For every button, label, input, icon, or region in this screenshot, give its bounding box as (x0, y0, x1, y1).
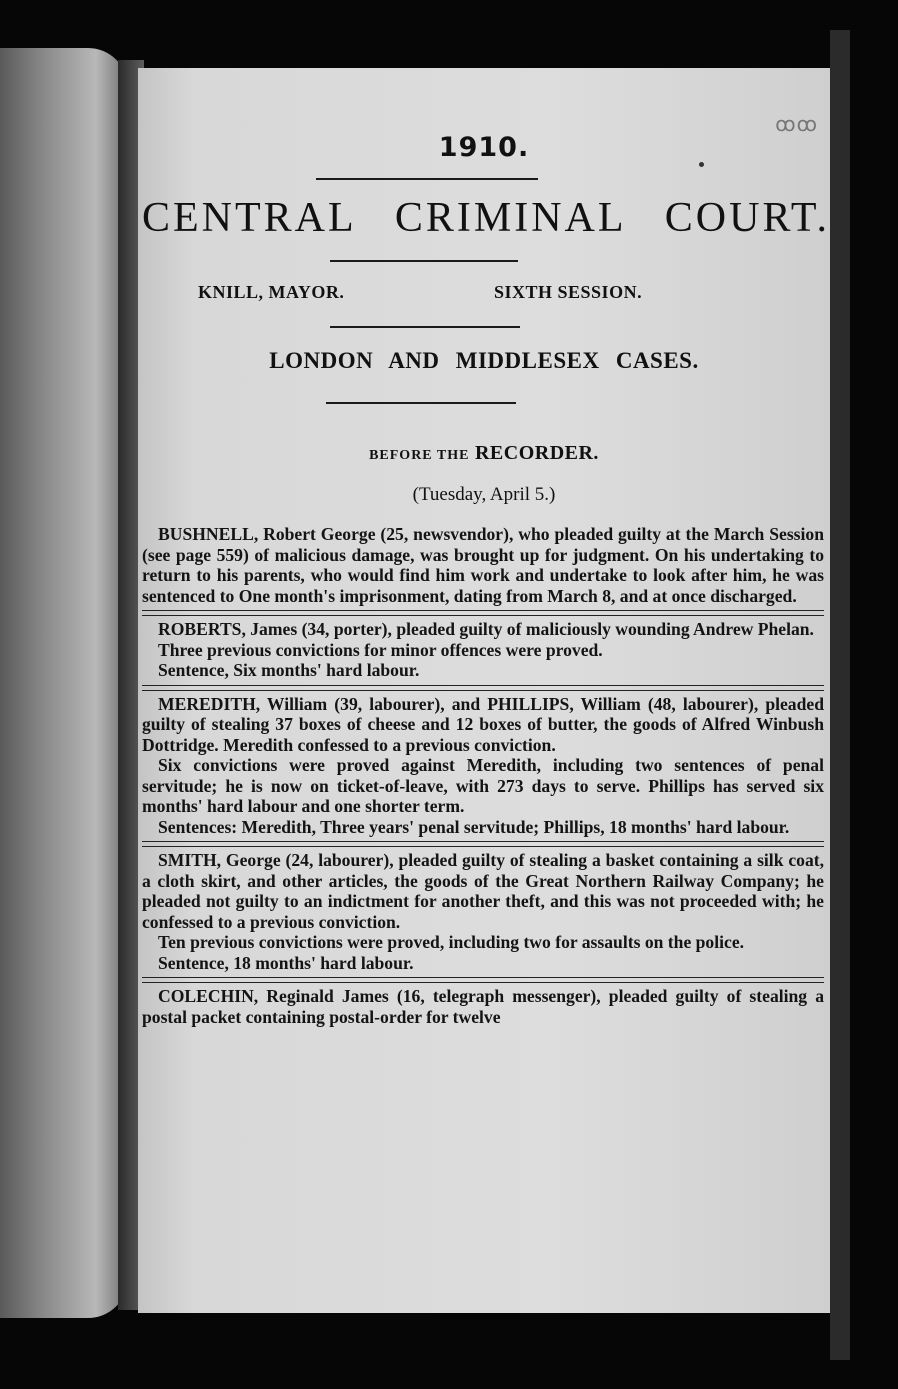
rule-under-title (330, 260, 518, 262)
rule-under-session (330, 326, 520, 328)
court-title-word-1: CENTRAL (142, 195, 357, 241)
entry-paragraph: ROBERTS, James (34, porter), pleaded guilty of maliciously wounding Andrew Phelan. (158, 619, 814, 639)
entry-separator (142, 977, 824, 983)
corner-stamp: ꝏꝏ (775, 112, 818, 136)
before-prefix: BEFORE THE (369, 448, 470, 463)
case-entry (142, 850, 824, 983)
rule-under-cases (326, 402, 516, 404)
entry-paragraph: Six convictions were proved against Meredith, including two sentences of penal servitude; he is now on ticket-of-leave, with 273 days to serve. Phillips has served six months' hard labour and one shorter term. (142, 755, 824, 816)
before-name: RECORDER. (474, 442, 599, 464)
rule-under-year (316, 178, 538, 180)
entry-paragraph: Sentence, Six months' hard labour. (158, 660, 420, 680)
entry-separator (142, 841, 824, 847)
page-year: 1910. (438, 132, 530, 163)
court-title-word-2: CRIMINAL (394, 195, 627, 241)
entry-paragraph: Three previous convictions for minor offences were proved. (158, 639, 603, 660)
session-date: (Tuesday, April 5.) (412, 484, 556, 505)
court-title (138, 194, 830, 242)
case-entry (142, 986, 824, 1027)
entry-paragraph: SMITH, George (24, labourer), pleaded guilty of stealing a basket containing a silk coat, a cloth skirt, and other articles, the goods of the Great Northern Railway Company; he pleaded not guilty to an indictment for another theft, and this was not proceeded with; he confessed to a previous conviction. (142, 850, 824, 932)
mayor-label: KNILL, MAYOR. (198, 282, 345, 302)
entry-paragraph: Sentence, 18 months' hard labour. (158, 952, 414, 973)
document-page (138, 68, 830, 1313)
session-label: SIXTH SESSION. (494, 282, 643, 302)
cases-heading: LONDON AND MIDDLESEX CASES. (269, 348, 699, 373)
entry-paragraph: COLECHIN, Reginald James (16, telegraph messenger), pleaded guilty of stealing a postal packet containing postal-order for twelve (142, 986, 824, 1027)
entry-paragraph: Ten previous convictions were proved, including two for assaults on the police. (158, 932, 745, 952)
right-page-edge (830, 30, 850, 1360)
entry-separator (142, 610, 824, 616)
case-entry (142, 524, 824, 616)
entry-paragraph: MEREDITH, William (39, labourer), and PHILLIPS, William (48, labourer), pleaded guilty of stealing 37 boxes of cheese and 12 boxes of butter, the goods of Alfred Winbush Dottridge. Meredith confessed to a previous conviction. (142, 693, 824, 755)
entry-paragraph: Sentences: Meredith, Three years' penal servitude; Phillips, 18 months' hard labour. (158, 816, 790, 837)
entry-paragraph: BUSHNELL, Robert George (25, newsvendor), who pleaded guilty at the March Session (see page 559) of malicious damage, was brought up for judgment. On his undertaking to return to his parents, who would find him work and undertake to look after him, he was sentenced to One month's imprisonment, dating from March 8, and at once discharged. (142, 524, 824, 606)
case-entries (142, 524, 824, 1027)
case-entry (142, 619, 824, 691)
court-title-word-3: COURT. (664, 195, 830, 241)
entry-separator (142, 685, 824, 691)
left-page-edge (0, 48, 128, 1318)
before-heading (138, 442, 830, 465)
case-entry (142, 694, 824, 848)
